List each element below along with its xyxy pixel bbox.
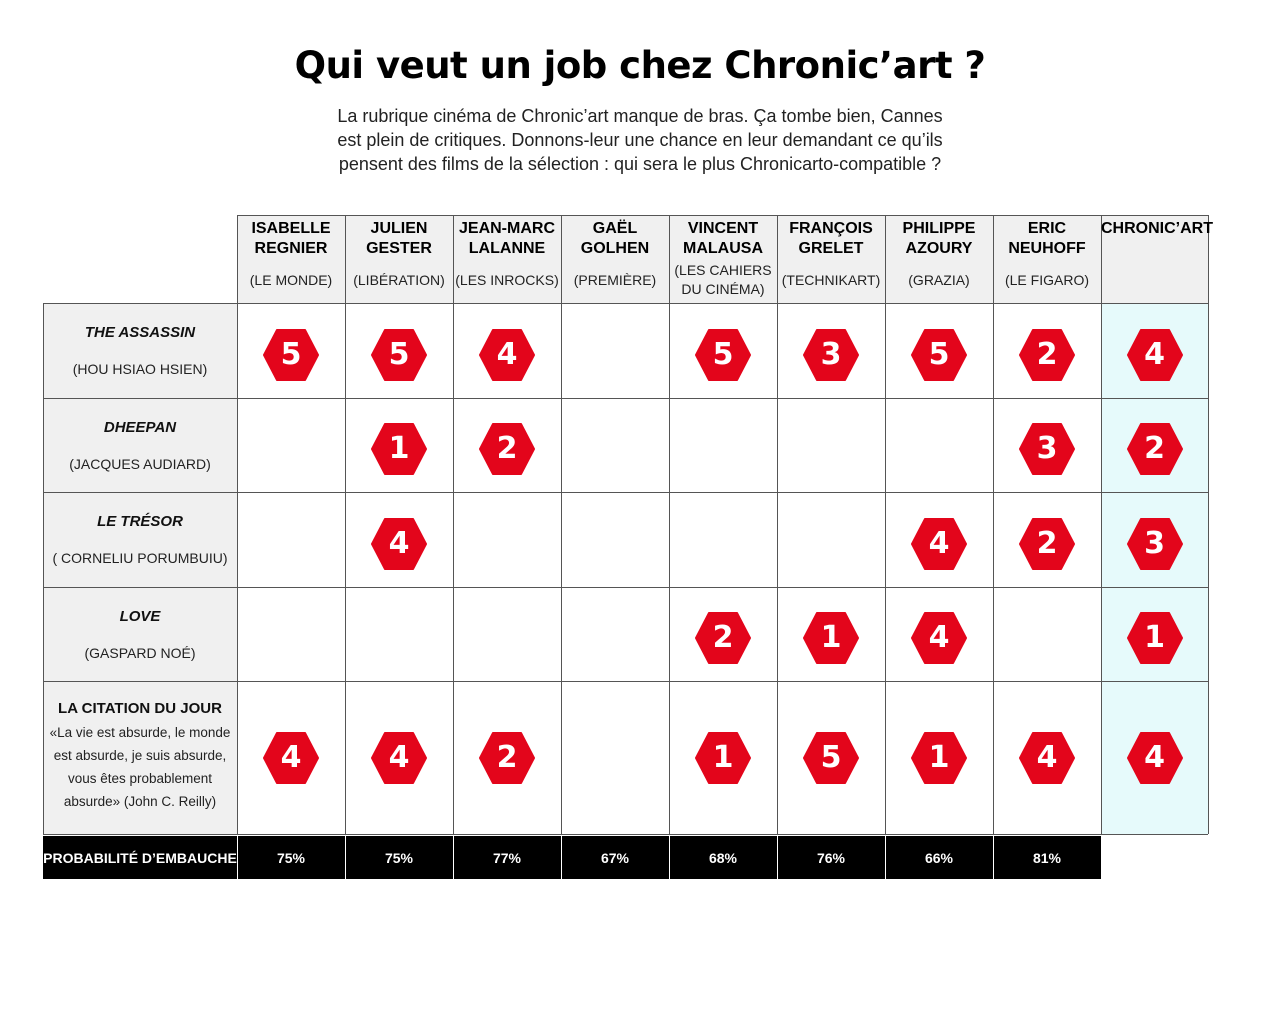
critic-header (669, 215, 777, 303)
score-badge (371, 423, 427, 475)
probability-value: 68% (708, 850, 738, 866)
quote-title: LA CITATION DU JOUR (58, 700, 222, 717)
score-value: 4 (496, 336, 518, 372)
critic-name: ISABELLE REGNIER (251, 220, 331, 257)
subtitle-line-2: est plein de critiques. Donnons-leur une chance en leur demandant ce qu’ils (337, 130, 943, 150)
probability-value: 81% (1032, 850, 1062, 866)
score-badge (1127, 612, 1183, 664)
score-value: 3 (1144, 525, 1165, 561)
probability-value: 75% (384, 850, 414, 866)
score-badge (1127, 423, 1183, 475)
score-value: 4 (1144, 739, 1165, 775)
score-badge (371, 518, 427, 570)
score-badge (695, 732, 751, 784)
quote-text-line: «La vie est absurde, le monde (49, 725, 231, 740)
score-badge (1019, 329, 1075, 381)
subtitle-line-3: pensent des films de la sélection : qui sera le plus Chronicarto-compatible ? (338, 154, 942, 174)
critic-header (237, 215, 345, 303)
score-badge (1127, 732, 1183, 784)
critic-name: ERIC NEUHOFF (1008, 220, 1086, 257)
score-value: 2 (496, 739, 518, 775)
critic-header (561, 215, 669, 303)
score-value: 5 (820, 739, 842, 775)
film-title: LE TRÉSOR (97, 513, 183, 530)
score-value: 5 (388, 336, 410, 372)
score-badge (371, 732, 427, 784)
critic-outlet: (LES INROCKS) (455, 272, 559, 288)
critic-header (993, 215, 1101, 303)
score-value: 3 (820, 336, 842, 372)
score-value: 3 (1036, 431, 1058, 466)
quote-text-line: absurde» (John C. Reilly) (63, 794, 217, 809)
score-value: 5 (280, 336, 302, 372)
quote-text-line: est absurde, je suis absurde, (53, 748, 227, 763)
critic-outlet: (LES CAHIERS DU CINÉMA) (674, 262, 772, 297)
score-badge (911, 612, 967, 664)
score-value: 4 (280, 739, 302, 775)
film-title: THE ASSASSIN (84, 324, 196, 341)
score-value: 4 (388, 525, 410, 561)
score-badge (263, 329, 319, 381)
score-badge (1019, 732, 1075, 784)
page-title: Qui veut un job chez Chronic’art ? (294, 44, 986, 87)
critic-name: GAËL GOLHEN (580, 220, 650, 257)
score-value: 4 (928, 620, 950, 655)
score-value: 4 (928, 525, 950, 561)
score-badge (1127, 518, 1183, 570)
film-title: LOVE (119, 608, 161, 625)
critic-outlet: (GRAZIA) (908, 272, 970, 288)
probability-value: 66% (924, 850, 954, 866)
film-row-label (43, 398, 237, 492)
score-badge (911, 732, 967, 784)
score-value: 1 (928, 739, 950, 775)
score-value: 5 (928, 336, 950, 372)
critic-name: FRANÇOIS GRELET (789, 220, 873, 257)
probability-value: 67% (600, 850, 630, 866)
critic-name: JEAN-MARC LALANNE (459, 220, 555, 257)
critic-outlet: (PREMIÈRE) (573, 272, 657, 288)
score-badge (479, 423, 535, 475)
probability-value: 76% (816, 850, 846, 866)
score-badge (1019, 423, 1075, 475)
probability-value: 77% (492, 850, 522, 866)
score-value: 1 (388, 431, 410, 466)
score-value: 2 (1036, 525, 1058, 561)
film-row-label (43, 587, 237, 681)
critic-header (345, 215, 453, 303)
critic-name: PHILIPPE AZOURY (902, 220, 976, 257)
critic-outlet: (TECHNIKART) (781, 272, 881, 288)
quote-text-line: vous êtes probablement (67, 771, 213, 786)
probability-value: 75% (276, 850, 306, 866)
critic-header (1101, 215, 1213, 303)
critic-outlet: (LE MONDE) (249, 272, 333, 288)
score-value: 2 (1036, 336, 1058, 372)
subtitle-line-1: La rubrique cinéma de Chronic’art manque de bras. Ça tombe bien, Cannes (337, 106, 943, 126)
film-director: (GASPARD NOÉ) (84, 645, 196, 661)
score-badge (371, 329, 427, 381)
score-badge (803, 732, 859, 784)
score-value: 1 (820, 620, 842, 655)
film-row-label (43, 492, 237, 587)
score-badge (911, 329, 967, 381)
quote-row-label (43, 681, 237, 834)
critic-header (453, 215, 561, 303)
score-value: 4 (1144, 336, 1165, 372)
probability-label: PROBABILITÉ D’EMBAUCHE (43, 850, 237, 866)
score-badge (479, 329, 535, 381)
score-badge (803, 612, 859, 664)
critic-header (885, 215, 993, 303)
critic-name: CHRONIC’ART (1101, 220, 1213, 237)
critic-name: VINCENT MALAUSA (683, 220, 763, 257)
score-value: 5 (712, 336, 734, 372)
score-value: 2 (712, 620, 734, 655)
film-title: DHEEPAN (103, 419, 177, 436)
score-badge (263, 732, 319, 784)
film-director: ( CORNELIU PORUMBUIU) (52, 550, 228, 566)
critic-name: JULIEN GESTER (366, 220, 432, 257)
score-badge (695, 612, 751, 664)
score-value: 4 (1036, 739, 1058, 775)
score-value: 2 (1144, 431, 1165, 466)
film-row-label (43, 303, 237, 398)
score-value: 1 (712, 739, 734, 775)
score-badge (1127, 329, 1183, 381)
critic-outlet: (LIBÉRATION) (353, 272, 445, 288)
score-badge (803, 329, 859, 381)
critic-header (777, 215, 885, 303)
critic-outlet: (LE FIGARO) (1004, 272, 1089, 288)
score-badge (1019, 518, 1075, 570)
score-value: 4 (388, 739, 410, 775)
score-badge (695, 329, 751, 381)
score-badge (479, 732, 535, 784)
film-director: (JACQUES AUDIARD) (69, 456, 211, 472)
film-director: (HOU HSIAO HSIEN) (72, 361, 208, 377)
score-badge (911, 518, 967, 570)
score-value: 1 (1144, 620, 1165, 655)
score-value: 2 (496, 431, 518, 466)
